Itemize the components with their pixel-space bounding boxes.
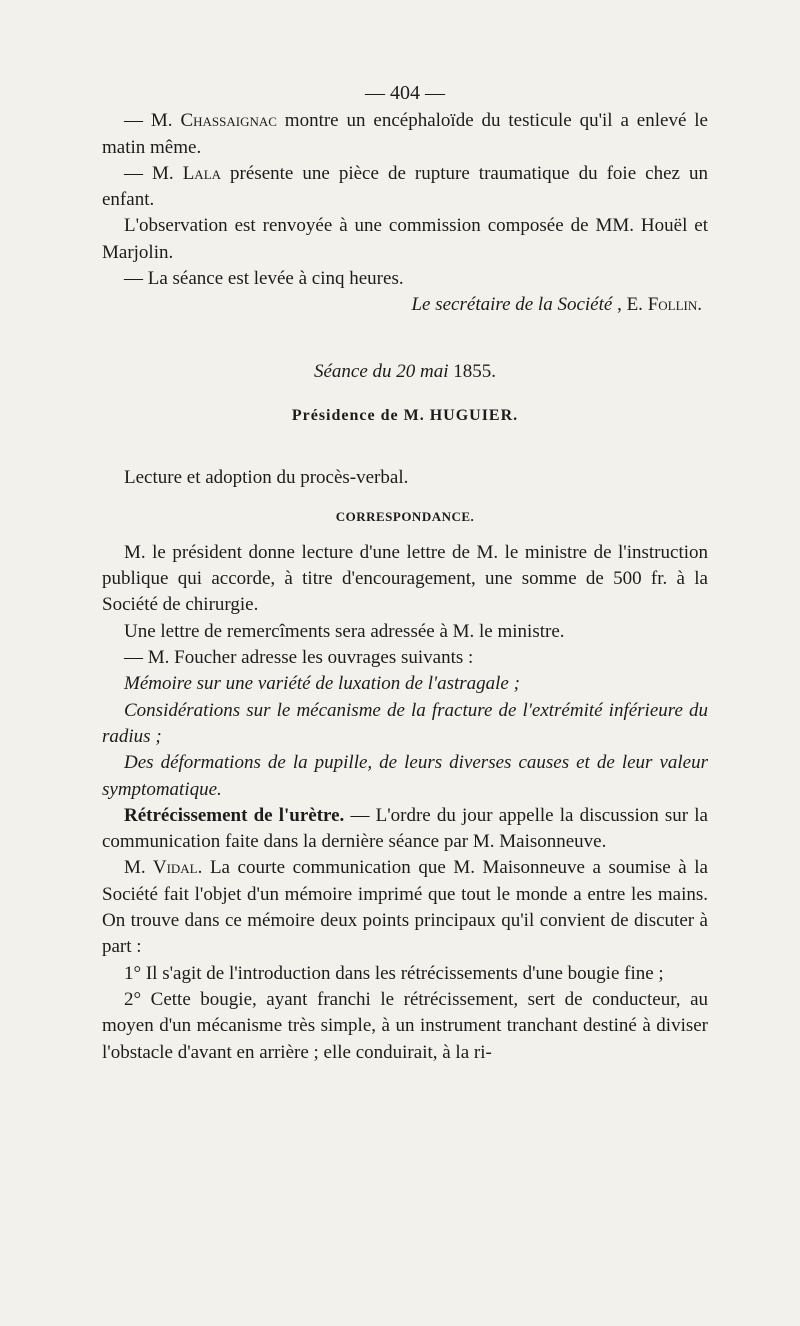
session-title-a: Séance du (313, 360, 397, 382)
work-title-3: Des déformations de la pupille, de leurs diverses causes et de leur valeur symptomatique. (102, 752, 708, 800)
paragraph-retrecissement (102, 803, 708, 856)
paragraph-lala (102, 161, 708, 214)
paragraph-text: La courte communication que M. Maisonneuve a soumise à la Société fait l'objet d'un mémoire imprimé que tout le monde a entre les mains. On trouve dans ce mémoire deux points principaux qu'il convient de discuter à part : (102, 857, 708, 958)
work-title-2: Considérations sur le mécanisme de la fracture de l'extrémité inférieure du radius ; (102, 699, 708, 747)
dash-prefix: — M. (124, 162, 183, 184)
lecture-line: Lecture et adoption du procès-verbal. (124, 467, 409, 489)
session-title (102, 359, 708, 385)
dash-prefix: — M. (124, 110, 181, 132)
paragraph-text: — L'ordre du jour appelle la discussion sur la communication faite dans la dernière séance par M. Maisonneuve. (102, 804, 708, 853)
session-title-c: 1855. (453, 360, 497, 382)
point-2: 2° Cette bougie, ayant franchi le rétrécissement, sert de conducteur, au moyen d'un mécanisme très simple, à un instrument tranchant destiné à diviser l'obstacle d'avant en arrière ; elle conduirait, à la ri- (102, 988, 708, 1063)
paragraph-text: montre un encéphaloïde du testicule qu'il a enlevé le matin même. (102, 110, 708, 158)
paragraph-observation: L'observation est renvoyée à une commission composée de MM. Houël et Marjolin. (102, 215, 708, 263)
signature-separator: , E. (612, 294, 648, 316)
presidence-heading (102, 403, 708, 429)
paragraph-text: présente une pièce de rupture traumatique du foie chez un enfant. (102, 162, 708, 211)
signature-role: Le secrétaire de la Société (411, 294, 613, 316)
paragraph-lettre-ministre: M. le président donne lecture d'une lettre de M. le ministre de l'instruction publique qui accorde, à titre d'encouragement, une somme de 500 fr. à la Société de chirurgie. (102, 541, 708, 616)
author-name: Chassaignac (180, 110, 277, 132)
paragraph-remerciments: Une lettre de remercîments sera adressée à M. le ministre. (124, 620, 565, 642)
session-title-b: 20 mai (396, 360, 454, 382)
work-title-1: Mémoire sur une variété de luxation de l'astragale ; (124, 673, 520, 695)
point-1: 1° Il s'agit de l'introduction dans les rétrécissements d'une bougie fine ; (124, 962, 664, 984)
paragraph-vidal (102, 855, 708, 960)
speaker-name: M. Vidal. (124, 857, 203, 879)
paragraph-levee: — La séance est levée à cinq heures. (124, 268, 404, 290)
signature (102, 292, 702, 318)
presidence-b: HUGUIER. (429, 406, 519, 424)
paragraph-foucher: — M. Foucher adresse les ouvrages suivants : (124, 647, 474, 669)
section-heading-correspondance: CORRESPONDANCE. (335, 508, 475, 524)
author-name: Lala (182, 162, 222, 184)
page-number: — 404 — (365, 82, 445, 104)
subject-heading: Rétrécissement de l'urètre. (124, 804, 345, 826)
signature-name: Follin. (647, 294, 702, 316)
paragraph-chassaignac (102, 108, 708, 161)
presidence-a: Présidence de M. (291, 406, 430, 424)
